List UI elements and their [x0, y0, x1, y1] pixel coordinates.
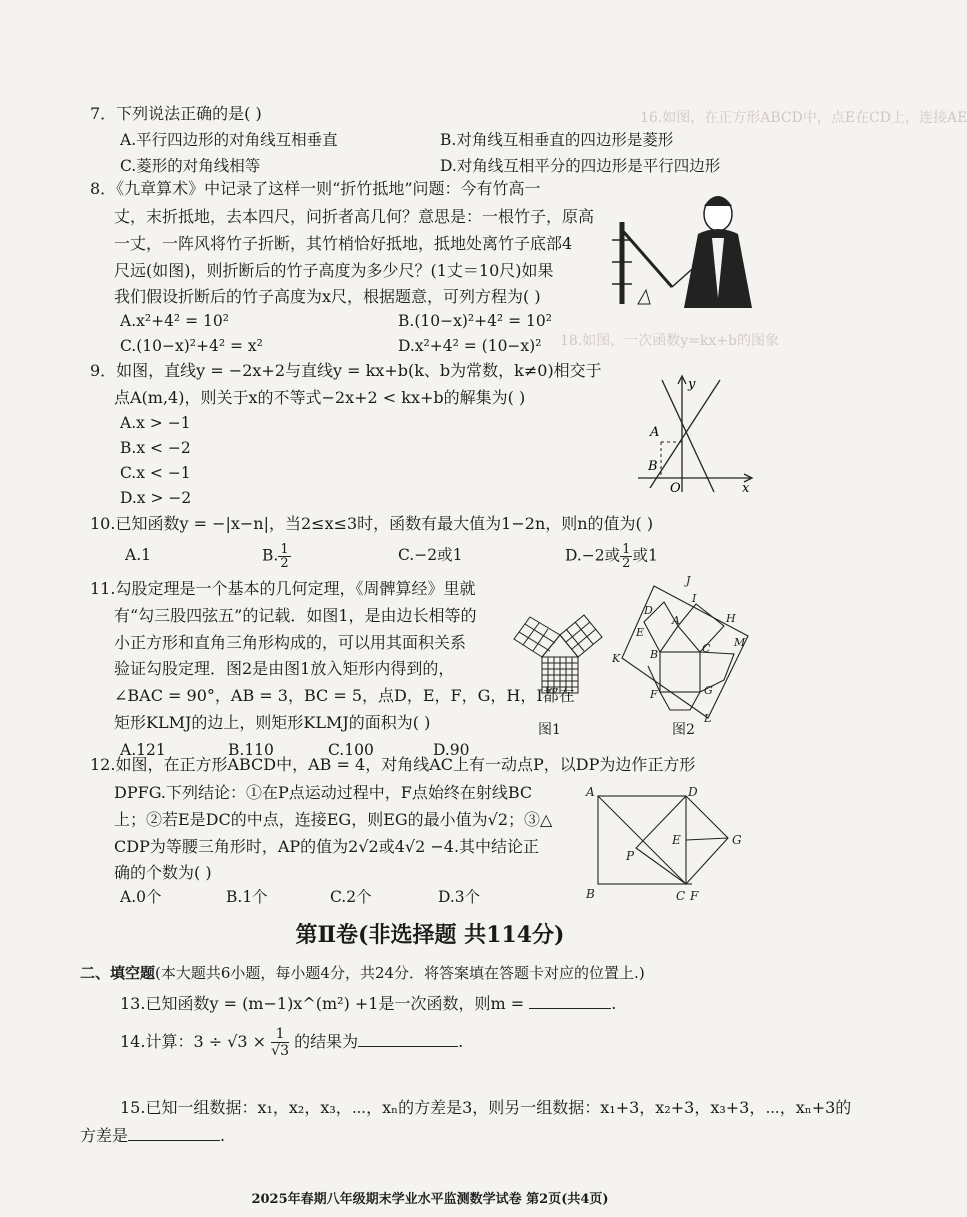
q10-option-d-prefix: D.−2或 — [565, 546, 621, 565]
q7-option-a: A.平行四边形的对角线互相垂直 — [120, 131, 338, 149]
q10-option-c: C.−2或1 — [398, 546, 463, 564]
q7-option-b: B.对角线互相垂直的四边形是菱形 — [440, 131, 674, 149]
q9-option-d: D.x > −2 — [120, 489, 192, 507]
q12-fig-label-p: P — [626, 849, 635, 863]
q10-d-denominator: 2 — [622, 556, 631, 571]
q12-option-d: D.3个 — [438, 888, 481, 906]
q12-fig-label-c: C — [676, 889, 686, 903]
q8-figure-bamboo-scholar — [600, 182, 770, 312]
q14-suffix: 的结果为 — [294, 1032, 359, 1051]
q11-fig1-caption: 图1 — [538, 722, 561, 738]
q12-option-a: A.0个 — [120, 888, 162, 906]
q14-answer-blank[interactable] — [358, 1028, 458, 1047]
q12-fig-label-b: B — [586, 887, 595, 901]
q10-d-numerator: 1 — [622, 542, 631, 557]
q11-fig2-label-c: C — [702, 642, 711, 655]
q10-option-d-suffix: 或1 — [632, 546, 658, 565]
exam-page: 16.如图，在正方形ABCD中，点E在CD上，连接AE 18.如图，一次函数y=kx+b的图象 7．下列说法正确的是( ) A.平行四边形的对角线互相垂直 B.对角线互相垂直的四边形是菱形 C.菱形的对角线相等 D.对角线互相平分的四边形是平行四边形 8．《九章算术》中记录了这样一则“折竹抵地”问题：今有竹高一 丈，末折抵地，去本四尺，问折者高几何？意思是：一根竹子，原高 一丈，一阵风将竹子折断，其竹梢恰好抵地，抵地处离竹子底部4 尺远(如图)，则折断后的竹子高度为多少尺？(1丈＝10尺)如果 我们假设折断后的竹子高度为x尺，根据题意，可列方程为( ) A.x²+4² = 10² B.(10−x)²+4² = 10² C.(10−x)²+4² = x² D.x²+4² = (10−x)² 9．如图，直线y = −2x+2与直线y = kx+b(k、b为常数，k≠0)相交于 点A(m,4)，则关于x的不等式−2x+2 < kx+b的解集为( ) A.x > −1 B.x < −2 C.x < −1 D.x > −2 y x A B O 10.已知函数y = −|x−n|，当2≤x≤3时，函数有最大值为1−2n，则n的值为( ) A.1 B. $\frac{1}{2}$ C.−2或1 D.−2或 $\frac{1}{2}$ 或1 11.勾股定理是一个基本的几何定理，《周髀算经》里就 有“勾三股四弦五”的记载．如图1，是由边长相等的 小正方形和直角三角形构成的，可以用其面积关系 验证勾股定理．图2是由图1放入矩形内得到的， ∠BAC = 90°，AB = 3，BC = 5，点D，E，F，G，H，I都在 矩形KLMJ的边上，则矩形KLMJ的面积为( ) A.121 B.110 C.100 D.90 图1 J D I H A E C M K B F G L 图2 12.如图，在正方形ABCD中，AB = 4，对角线AC上有一动点P，以DP为边作正方形 DPFG.下列结论：①在P点运动过程中，F点始终在射线BC 上；②若E是DC的中点，连接EG，则EG的最小值为√2；③△ CDP为等腰三角形时，AP的值为2√2或4√2 −4.其中结论正 确的个数为( ) A.0个 B.1个 C.2个 D.3个 A D E G P B C F 第Ⅱ卷(非选择题 共114分) 二、填空题(本大题共6小题，每小题4分，共24分．将答案填在答题卡对应的位置上.) 13.已知函数y = (m−1)x^(m²) +1是一次函数，则m = . 14.计算：3 ÷ √3 × $\frac{1}{√3}$ 的结果为 . 15.已知一组数据：x₁，x₂，x₃，⋯，xₙ的方差是3，则另一组数据：x₁+3，x₂+3，x₃+3，⋯，xₙ+3的 方差是 . 2025年春期八年级期末学业水平监测数学试卷 第2页(共4页) — [0, 0, 860, 1217]
q12-fig-label-f: F — [690, 889, 699, 903]
q12-option-c: C.2个 — [330, 888, 372, 906]
q9-fig-label-o: O — [670, 481, 681, 496]
q11-fig2-label-f: F — [650, 688, 658, 701]
q12-line3: 上；②若E是DC的中点，连接EG，则EG的最小值为√2；③△ — [114, 810, 553, 829]
q8-option-b: B.(10−x)²+4² = 10² — [398, 312, 552, 330]
section2-title: 第Ⅱ卷(非选择题 共114分) — [295, 922, 565, 948]
q11-fig2-label-e: E — [636, 626, 645, 639]
q9-figure-lines — [630, 370, 760, 500]
q12-line4: CDP为等腰三角形时，AP的值为2√2或4√2 −4.其中结论正 — [114, 837, 540, 856]
q7-stem: 7．下列说法正确的是( ) — [90, 104, 262, 123]
q9-option-c: C.x < −1 — [120, 464, 191, 482]
q11-line2: 有“勾三股四弦五”的记载．如图1，是由边长相等的 — [114, 606, 477, 625]
q14-fraction — [271, 1026, 289, 1059]
q10-b-numerator: 1 — [280, 542, 289, 557]
q11-fig2-label-k: K — [612, 652, 621, 665]
q12-fig-label-a: A — [586, 785, 595, 799]
q14-denominator: √3 — [271, 1043, 289, 1059]
q12-fig-label-d: D — [688, 785, 698, 799]
page-footer: 2025年春期八年级期末学业水平监测数学试卷 第2页(共4页) — [251, 1192, 609, 1207]
q11-line5: ∠BAC = 90°，AB = 3，BC = 5，点D，E，F，G，H，I都在 — [114, 686, 575, 705]
q10-option-a: A.1 — [125, 546, 151, 564]
q12-fig-label-e: E — [672, 833, 681, 847]
q7-option-c: C.菱形的对角线相等 — [120, 157, 261, 175]
fill-section-header — [80, 960, 645, 986]
fill-heading: 二、填空题 — [80, 964, 156, 982]
q13-text: 13.已知函数y = (m−1)x^(m²) +1是一次函数，则m = — [120, 994, 525, 1013]
q15-answer-blank[interactable] — [128, 1122, 220, 1141]
q15-end: . — [220, 1126, 226, 1145]
q13-end: . — [611, 994, 617, 1013]
q8-line4: 尺远(如图)，则折断后的竹子高度为多少尺？(1丈＝10尺)如果 — [114, 261, 554, 280]
q11-fig2-label-b: B — [650, 648, 659, 661]
q9-line1: 9．如图，直线y = −2x+2与直线y = kx+b(k、b为常数，k≠0)相交于 — [90, 361, 602, 380]
q8-option-c: C.(10−x)²+4² = x² — [120, 337, 263, 355]
q11-line3: 小正方形和直角三角形构成的，可以用其面积关系 — [114, 633, 467, 652]
q11-line4: 验证勾股定理．图2是由图1放入矩形内得到的， — [114, 659, 455, 678]
fill-instruction: (本大题共6小题，每小题4分，共24分．将答案填在答题卡对应的位置上.) — [155, 964, 645, 982]
q11-figure2-rectangle — [608, 574, 758, 724]
q11-option-b: B.110 — [228, 741, 274, 759]
q12-line5: 确的个数为( ) — [114, 863, 212, 882]
q11-option-a: A.121 — [120, 741, 166, 759]
q9-fig-label-a: A — [650, 425, 660, 440]
q9-option-b: B.x < −2 — [120, 439, 191, 457]
q10-b-denominator: 2 — [280, 556, 289, 571]
q9-option-a: A.x > −1 — [120, 414, 191, 432]
q8-line3: 一丈，一阵风将竹子折断，其竹梢恰好抵地，抵地处离竹子底部4 — [114, 234, 573, 253]
q9-line2: 点A(m,4)，则关于x的不等式−2x+2 < kx+b的解集为( ) — [114, 388, 526, 407]
q15-line2 — [80, 1122, 225, 1149]
q11-fig2-label-d: D — [644, 604, 653, 617]
q10-option-d-fraction — [620, 543, 632, 570]
q15-line1: 15.已知一组数据：x₁，x₂，x₃，⋯，xₙ的方差是3，则另一组数据：x₁+3，x₂+3，x₃+3，⋯，xₙ+3的 — [120, 1098, 852, 1117]
q8-option-a: A.x²+4² = 10² — [120, 312, 229, 330]
q8-line5: 我们假设折断后的竹子高度为x尺，根据题意，可列方程为( ) — [114, 287, 541, 306]
q11-fig2-label-h: H — [726, 612, 736, 625]
q11-line1: 11.勾股定理是一个基本的几何定理，《周髀算经》里就 — [90, 579, 476, 598]
q8-line1: 8．《九章算术》中记录了这样一则“折竹抵地”问题：今有竹高一 — [90, 179, 541, 198]
q12-line2: DPFG.下列结论：①在P点运动过程中，F点始终在射线BC — [114, 783, 533, 802]
q14-prefix: 14.计算：3 ÷ √3 × — [120, 1032, 267, 1051]
q14 — [120, 1026, 463, 1059]
q9-fig-label-x: x — [742, 481, 750, 496]
q7-option-d: D.对角线互相平分的四边形是平行四边形 — [440, 157, 721, 175]
q14-numerator: 1 — [271, 1026, 289, 1043]
q11-line6: 矩形KLMJ的边上，则矩形KLMJ的面积为( ) — [114, 713, 431, 732]
q14-end: . — [458, 1032, 464, 1051]
q13 — [120, 990, 616, 1017]
q15-text: 方差是 — [80, 1126, 129, 1145]
q11-figure1-grid-squares — [510, 605, 606, 715]
q10-option-b — [262, 543, 291, 570]
q10-option-b-prefix: B. — [262, 546, 279, 565]
q11-fig2-label-i: I — [692, 592, 697, 605]
q11-fig2-label-a: A — [672, 614, 680, 627]
q11-fig2-label-l: L — [704, 712, 712, 725]
q11-fig2-label-j: J — [686, 574, 691, 587]
q11-fig2-label-m: M — [734, 636, 746, 649]
q10-stem: 10.已知函数y = −|x−n|，当2≤x≤3时，函数有最大值为1−2n，则n的值为( ) — [90, 514, 654, 533]
q12-figure-squares — [578, 786, 768, 906]
q11-fig2-caption: 图2 — [672, 722, 695, 738]
q10-option-b-fraction — [278, 543, 290, 570]
q13-answer-blank[interactable] — [529, 990, 611, 1009]
q9-fig-label-b: B — [648, 459, 658, 474]
q12-fig-label-g: G — [732, 833, 742, 847]
q8-line2: 丈，末折抵地，去本四尺，问折者高几何？意思是：一根竹子，原高 — [114, 207, 595, 226]
q11-option-d: D.90 — [433, 741, 470, 759]
q10-option-d — [565, 543, 658, 570]
q12-option-b: B.1个 — [226, 888, 268, 906]
q9-fig-label-y: y — [688, 377, 696, 392]
q8-option-d: D.x²+4² = (10−x)² — [398, 337, 542, 355]
q11-option-c: C.100 — [328, 741, 374, 759]
q12-line1: 12.如图，在正方形ABCD中，AB = 4，对角线AC上有一动点P，以DP为边作正方形 — [90, 755, 696, 774]
q11-fig2-label-g: G — [704, 684, 713, 697]
